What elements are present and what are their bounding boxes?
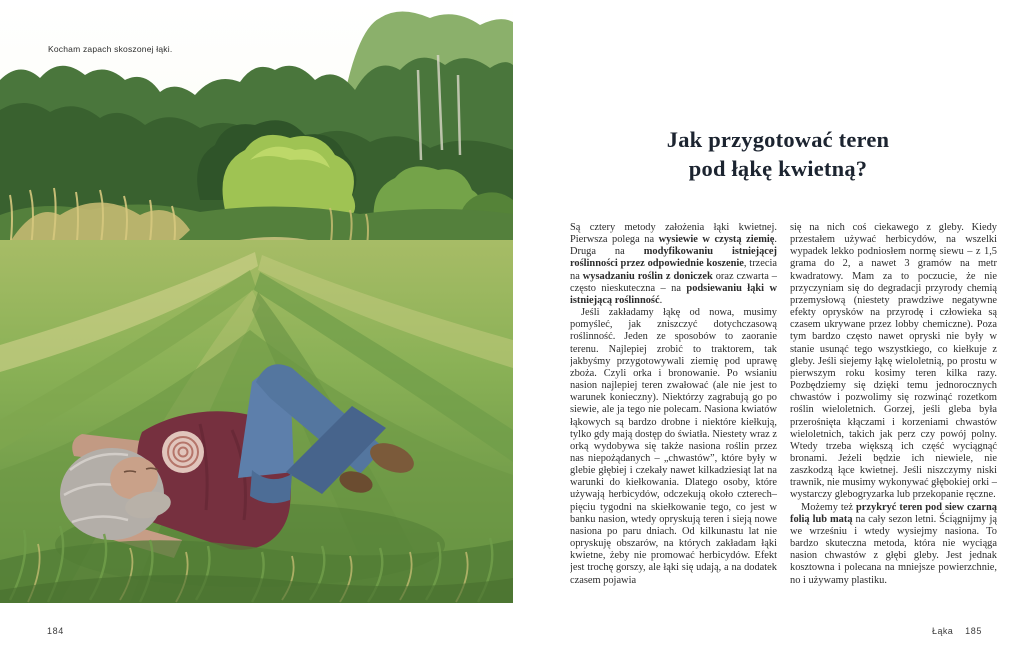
text-column-right (790, 222, 997, 616)
article-body (570, 222, 997, 616)
paragraph-methods: Są cztery metody założenia łąki kwietnej. Pierwsza polega na wysiewie w czystą ziemię. Druga na modyfikowaniu istniejącej roślinności przez odpowiednie koszenie, trzecia na wysadzaniu roślin z doniczek oraz czwarta – często nieskuteczna – na podsiewaniu łąki w istniejącą roślinność. (570, 222, 778, 306)
spiral-print (162, 431, 204, 473)
paragraph-plowing: Jeśli zakładamy łąkę od nowa, musimy pomyśleć, jak zniszczyć dotychczasową roślinność. Jeden ze sposobów to zaoranie terenu. Najlepiej zrobić to traktorem, tak jakbyśmy przygotowywali ziemię pod uprawę zboża. Czyli orka i bronowanie. Po wsianiu nasion najlepiej teren zwałować (ale nie jest to warunek konieczny). Niektórzy zagrabują go po siewie, ale ja tego nie polecam. Nasiona kwiatów łąkowych są bardzo drobne i niektóre kiełkują, tylko gdy mają dostęp do światła. Niestety wraz z orką wydobywa się także nasiona roślin przez nas niepożądanych – „chwastów”, które były w glebie głębiej i czekały nawet kilkadziesiąt lat na warunki do kiełkowania. Dlatego osoby, które używają herbicydów, odczekują około czterech–pięciu tygodni na skiełkowanie tego, co jest w banku nasion, wtedy opryskują teren i sieją nowe nasiona po paru dniach. Od kilkunastu lat nie opryskuję obszarów, na których zakładam łąki kwietne, żeby nie promować herbicydów. Efekt jest trochę gorszy, ale łąki się udają, a na dodatek czasem pojawia (570, 307, 777, 586)
paragraph-continuation: się na nich coś ciekawego z gleby. Kiedy przestałem używać herbicydów, na wszelki wypadek lekko podniosłem normę siewu – z 1,5 grama do 2, a nawet 3 gramów na metr kwadratowy. Mam za to poczucie, że nie przyczyniam się do degradacji przyrody chemią przemysłową (niestety prawdziwe negatywne efekty oprysków na przyrodę i człowieka są czasem ukrywane przez lobby chemiczne). Poza tym bardzo często nawet opryski nie były w stanie usunąć tego wszystkiego, co kiełkuje z gleby. Jeśli siejemy łąkę wieloletnią, po prostu w pierwszym roku kosimy teren kilka razy. Pozbędziemy się dzięki temu jednorocznych chwastów i pozwolimy się rozwinąć rozetkom roślin wieloletnich. Gorzej, jeśli gleba była przerośnięta kłączami i korzeniami chwastów wieloletnich, takich jak perz czy powój polny. Wtedy trzeba większą ich część wyciągnąć bronami. Jeżeli będzie ich niewiele, nie zaszkodzą łące kwietnej. Jeśli niszczymy niski trawnik, nie musimy wykonywać głębokiej orki – wystarczy glebogryzarka lub przekopanie ręczne. (790, 222, 997, 501)
meadow-photo-illustration (0, 0, 513, 603)
text-column-left (570, 222, 777, 616)
title-line-1: Jak przygotować teren (666, 127, 890, 153)
left-page-number: 184 (47, 626, 64, 636)
paragraph-covering: Możemy też przykryć teren pod siew czarną folią lub matą na cały sezon letni. Ściągnijmy ją we wrześniu i wtedy wysiejmy nasiona. To bardzo skuteczna metoda, która nie wyciąga nasion chwastów z głębi gleby. Jest jednak kosztowna i polecana na mniejsze powierzchnie, no i używamy plastiku. (790, 501, 997, 586)
chapter-label: Łąka (932, 626, 954, 636)
meadow-photo (0, 0, 513, 603)
right-page-footer (932, 626, 982, 636)
title-line-2: pod łąkę kwietną? (688, 156, 868, 182)
photo-caption: Kocham zapach skoszonej łąki. (48, 44, 173, 54)
right-page-number: 185 (965, 626, 982, 636)
page-title (560, 125, 996, 183)
